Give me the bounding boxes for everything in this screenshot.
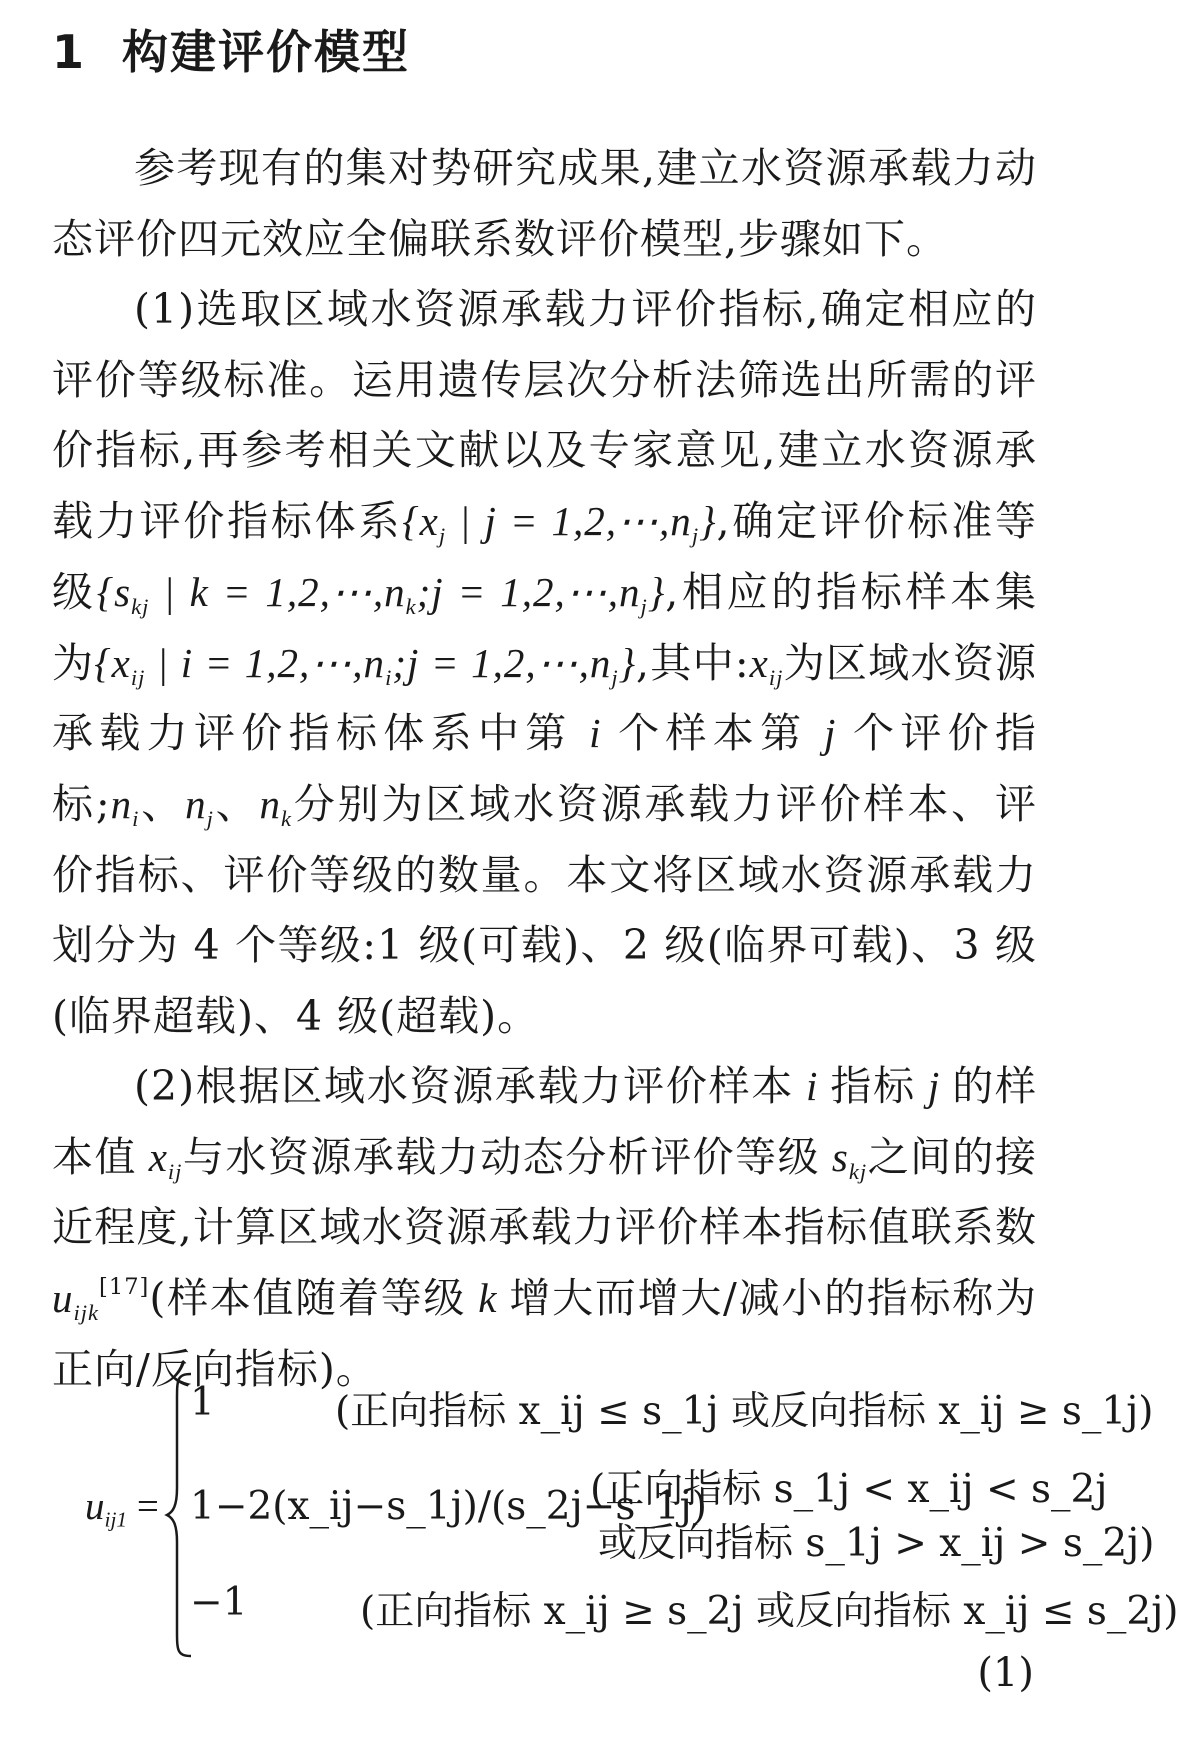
sample-set: {$x_{ij}$ | $i = 1,2,\cdots,n_i;j$ = $1,2,\cdots,n_j$} (94, 639, 636, 690)
citation-ref[interactable]: [17] (99, 1274, 150, 1301)
equation-number: (1) (977, 1650, 1034, 1696)
section-heading (52, 16, 410, 82)
paragraph-step-1: (1)选取区域水资源承载力评价指标,确定相应的评价等级标准。运用遗传层次分析法筛选出所需的评价指标,再参考相关文献以及专家意见,建立水资源承载力评价指标体系{$x_j$ | $j = 1,2,\cdots,n_j$},确定评价标准等级{$s_{kj}$ | $k = 1,2,\cdots,n_k;j$ = $1,2,\cdots,n_j$},相应的指标样本集为{$x_{ij}$ | $i = 1,2,\cdots,n_i;j$ = $1,2,\cdots,n_j$},其中$:x_{ij}$为区域水资源承载力评价指标体系中第 i 个样本第 j 个评价指标$;n_i$、$n_j$、$n_k$分别为区域水资源承载力评价样本、评价指标、评价等级的数量。本文将区域水资源承载力划分为 4 个等级:1 级(可载)、2 级(临界可载)、3 级(临界超载)、4 级(超载)。 (52, 285, 1038, 1041)
case-3-value: −1 (190, 1580, 248, 1625)
section-number: 1 (52, 25, 87, 79)
grade-set: {$s_{kj}$ | $k = 1,2,\cdots,n_k;j$ = $1,2,\cdots,n_j$} (96, 568, 666, 619)
case-1-value: 1 (190, 1380, 215, 1425)
case-2-condition-line-1: (正向指标 s_1j < x_ij < s_2j (590, 1467, 1108, 1512)
case-3-condition: (正向指标 x_ij ≥ s_2j 或反向指标 x_ij ≤ s_2j) (360, 1589, 1179, 1634)
equation-1 (0, 1370, 1179, 1670)
case-2-value: 1−2(x_ij−s_1j)/(s_2j−s_1j) (190, 1484, 707, 1529)
section-title: 构建评价模型 (122, 25, 410, 79)
case-2-condition-line-2: 或反向指标 s_1j > x_ij > s_2j) (598, 1521, 1155, 1566)
paragraph-step-2: (2)根据区域水资源承载力评价样本 i 指标 j 的样本值 $x_{ij}$与水资源承载力动态分析评价等级 $s_{kj}$之间的接近程度,计算区域水资源承载力评价样本指标值联系数 $u_{ijk}[17]$(样本值随着等级 k 增大而增大/减小的指标称为正向/反向指标)。 (52, 1062, 1038, 1393)
case-1-condition: (正向指标 x_ij ≤ s_1j 或反向指标 x_ij ≥ s_1j) (335, 1389, 1154, 1434)
paragraph-intro: 参考现有的集对势研究成果,建立水资源承载力动态评价四元效应全偏联系数评价模型,步骤如下。 (52, 144, 1037, 263)
equation-lhs: $u_{ij1}$ = (85, 1485, 159, 1532)
indicator-set: {$x_j$ | $j = 1,2,\cdots,n_j$} (402, 498, 717, 548)
